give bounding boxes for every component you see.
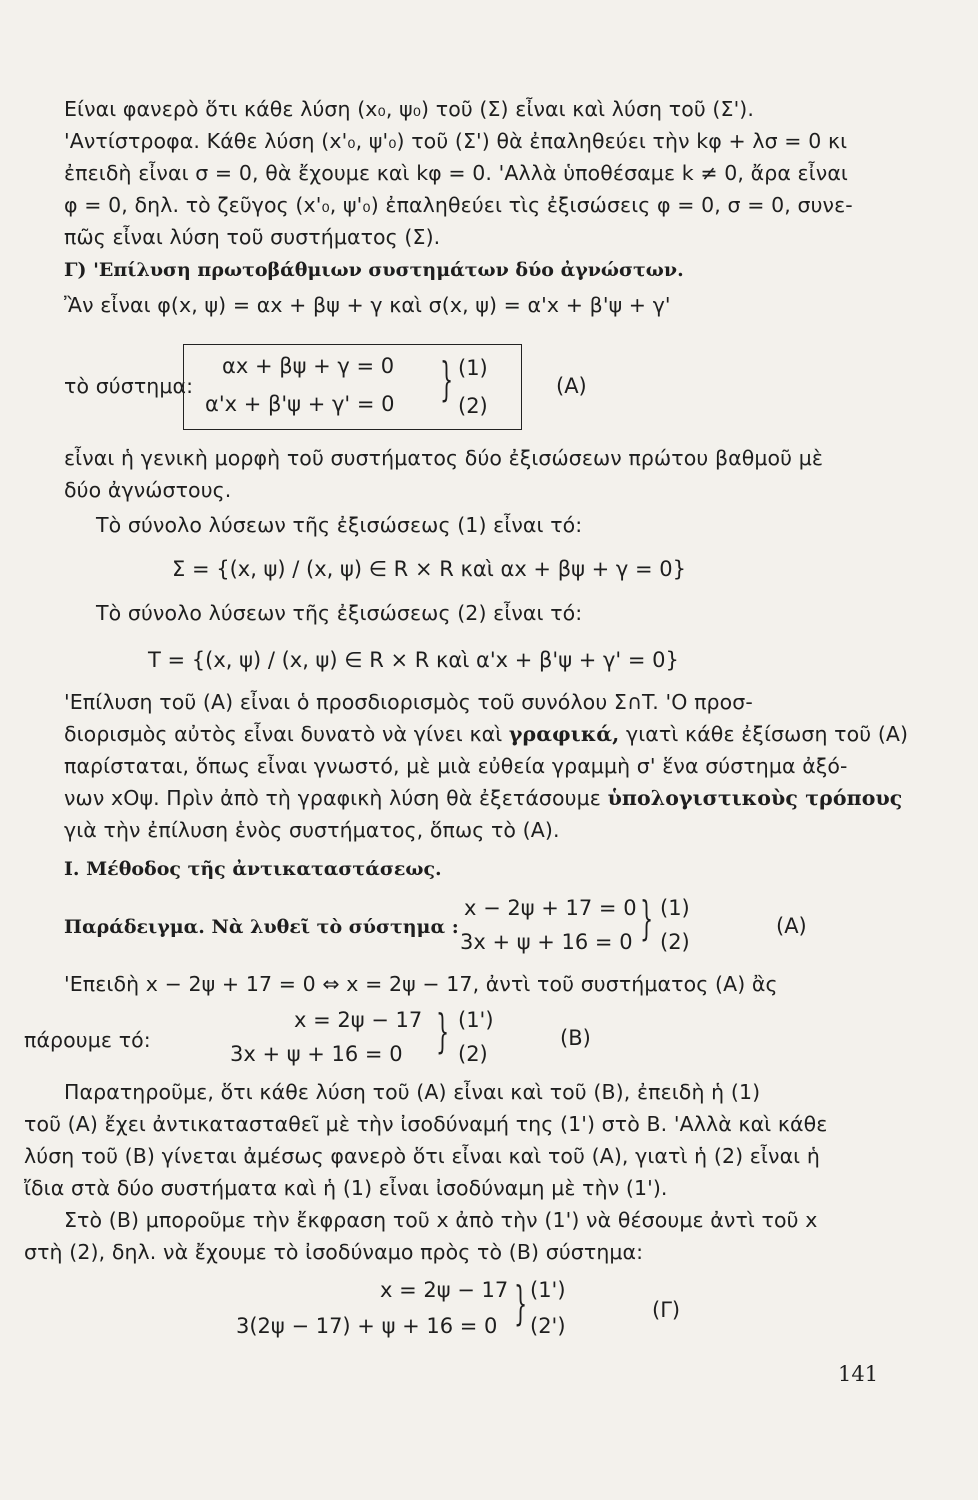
equation: x − 2ψ + 17 = 0 xyxy=(464,896,637,920)
text-line: ἐπειδὴ εἶναι σ = 0, θὰ ἔχουμε καὶ kφ = 0. 'Αλλὰ ὑποθέσαμε k ≠ 0, ἄρα εἶναι xyxy=(64,161,848,185)
text-span: γιατὶ κάθε ἐξίσωση τοῦ (A) xyxy=(626,722,909,746)
equation-number: (2) xyxy=(458,1042,488,1066)
text-line: φ = 0, δηλ. τὸ ζεῦγος (x'₀, ψ'₀) ἐπαληθεύει τὶς ἐξισώσεις φ = 0, σ = 0, συνε- xyxy=(64,193,853,217)
text-span: νων xOψ. Πρὶν ἀπὸ τὴ γραφικὴ λύση θὰ ἐξετάσουμε xyxy=(64,786,601,810)
text-line: Είναι φανερὸ ὅτι κάθε λύση (x₀, ψ₀) τοῦ (Σ) εἶναι καὶ λύση τοῦ (Σ'). xyxy=(64,97,755,121)
curly-brace: } xyxy=(514,1276,528,1330)
text-line: λύση τοῦ (B) γίνεται ἀμέσως φανερὸ ὅτι εἶναι καὶ τοῦ (A), γιατὶ ἡ (2) εἶναι ἡ xyxy=(24,1144,820,1168)
text-line: στὴ (2), δηλ. νὰ ἔχουμε τὸ ἰσοδύναμο πρὸς τὸ (B) σύστημα: xyxy=(24,1240,644,1264)
set-sigma: Σ = {(x, ψ) / (x, ψ) ∈ R × R καὶ αx + βψ + γ = 0} xyxy=(172,557,686,581)
equation: αx + βψ + γ = 0 xyxy=(222,354,395,378)
equation-number: (2) xyxy=(660,930,690,954)
system-tag: (A) xyxy=(556,374,587,398)
equation: α'x + β'ψ + γ' = 0 xyxy=(205,392,395,416)
bold-term: ὑπολογιστικοὺς τρόπους xyxy=(607,786,903,810)
curly-brace: } xyxy=(640,891,654,945)
text-line: Ἂν εἶναι φ(x, ψ) = αx + βψ + γ καὶ σ(x, ψ) = α'x + β'ψ + γ' xyxy=(64,293,671,317)
example-label: Παράδειγμα. Νὰ λυθεῖ τὸ σύστημα : xyxy=(64,916,459,938)
text-line: εἶναι ἡ γενικὴ μορφὴ τοῦ συστήματος δύο ἐξισώσεων πρώτου βαθμοῦ μὲ xyxy=(64,446,824,470)
equation: 3x + ψ + 16 = 0 xyxy=(230,1042,403,1066)
set-t: T = {(x, ψ) / (x, ψ) ∈ R × R καὶ α'x + β'ψ + γ' = 0} xyxy=(148,648,679,672)
curly-brace: } xyxy=(436,1004,450,1058)
page-number: 141 xyxy=(838,1362,879,1386)
bold-term: γραφικά, xyxy=(508,722,620,746)
text-line: 'Αντίστροφα. Κάθε λύση (x'₀, ψ'₀) τοῦ (Σ') θὰ ἐπαληθεύει τὴν kφ + λσ = 0 κι xyxy=(64,129,848,153)
curly-brace: } xyxy=(440,352,454,406)
system-tag: (A) xyxy=(776,914,807,938)
equation-number: (2') xyxy=(530,1314,566,1338)
text-line xyxy=(64,722,908,746)
equation-number: (1) xyxy=(458,356,488,380)
method-heading: I. Μέθοδος τῆς ἀντικαταστάσεως. xyxy=(64,858,442,880)
text-line: ἴδια στὰ δύο συστήματα καὶ ἡ (1) εἶναι ἰσοδύναμη μὲ τὴν (1'). xyxy=(24,1176,668,1200)
equation-number: (1') xyxy=(458,1008,494,1032)
text-line: 'Επειδὴ x − 2ψ + 17 = 0 ⇔ x = 2ψ − 17, ἀντὶ τοῦ συστήματος (A) ἂς xyxy=(64,972,778,996)
text-line: Τὸ σύνολο λύσεων τῆς ἐξισώσεως (1) εἶναι τό: xyxy=(96,513,583,537)
system-tag: (B) xyxy=(560,1026,591,1050)
text-line: τοῦ (A) ἔχει ἀντικατασταθεῖ μὲ τὴν ἰσοδύναμή της (1') στὸ B. 'Αλλὰ καὶ κάθε xyxy=(24,1112,828,1136)
text-line: Τὸ σύνολο λύσεων τῆς ἐξισώσεως (2) εἶναι τό: xyxy=(96,601,583,625)
text-line: Παρατηροῦμε, ὅτι κάθε λύση τοῦ (A) εἶναι καὶ τοῦ (B), ἐπειδὴ ἡ (1) xyxy=(64,1080,761,1104)
text-line: 'Επίλυση τοῦ (A) εἶναι ὁ προσδιορισμὸς τοῦ συνόλου Σ∩T. 'Ο προσ- xyxy=(64,690,753,714)
equation-number: (2) xyxy=(458,394,488,418)
equation-number: (1') xyxy=(530,1278,566,1302)
text-line: δύο ἀγνώστους. xyxy=(64,478,232,502)
system-tag: (Γ) xyxy=(652,1298,681,1322)
equation: 3x + ψ + 16 = 0 xyxy=(460,930,633,954)
equation-number: (1) xyxy=(660,896,690,920)
text-line: γιὰ τὴν ἐπίλυση ἑνὸς συστήματος, ὅπως τὸ (A). xyxy=(64,818,560,842)
text-span: διορισμὸς αὐτὸς εἶναι δυνατὸ νὰ γίνει καὶ xyxy=(64,722,503,746)
text-line: παρίσταται, ὅπως εἶναι γνωστό, μὲ μιὰ εὐθεία γραμμὴ σ' ἕνα σύστημα ἀξό- xyxy=(64,754,848,778)
equation: 3(2ψ − 17) + ψ + 16 = 0 xyxy=(236,1314,498,1338)
text-line xyxy=(64,786,902,810)
section-heading-g: Γ) 'Επίλυση πρωτοβάθμιων συστημάτων δύο ἀγνώστων. xyxy=(64,259,684,281)
equation: x = 2ψ − 17 xyxy=(294,1008,423,1032)
system-label: πάρουμε τό: xyxy=(24,1028,151,1052)
text-line: πῶς εἶναι λύση τοῦ συστήματος (Σ). xyxy=(64,225,441,249)
system-label: τὸ σύστημα: xyxy=(64,374,194,398)
text-line: Στὸ (B) μποροῦμε τὴν ἔκφραση τοῦ x ἀπὸ τὴν (1') νὰ θέσουμε ἀντὶ τοῦ x xyxy=(64,1208,818,1232)
equation: x = 2ψ − 17 xyxy=(380,1278,509,1302)
